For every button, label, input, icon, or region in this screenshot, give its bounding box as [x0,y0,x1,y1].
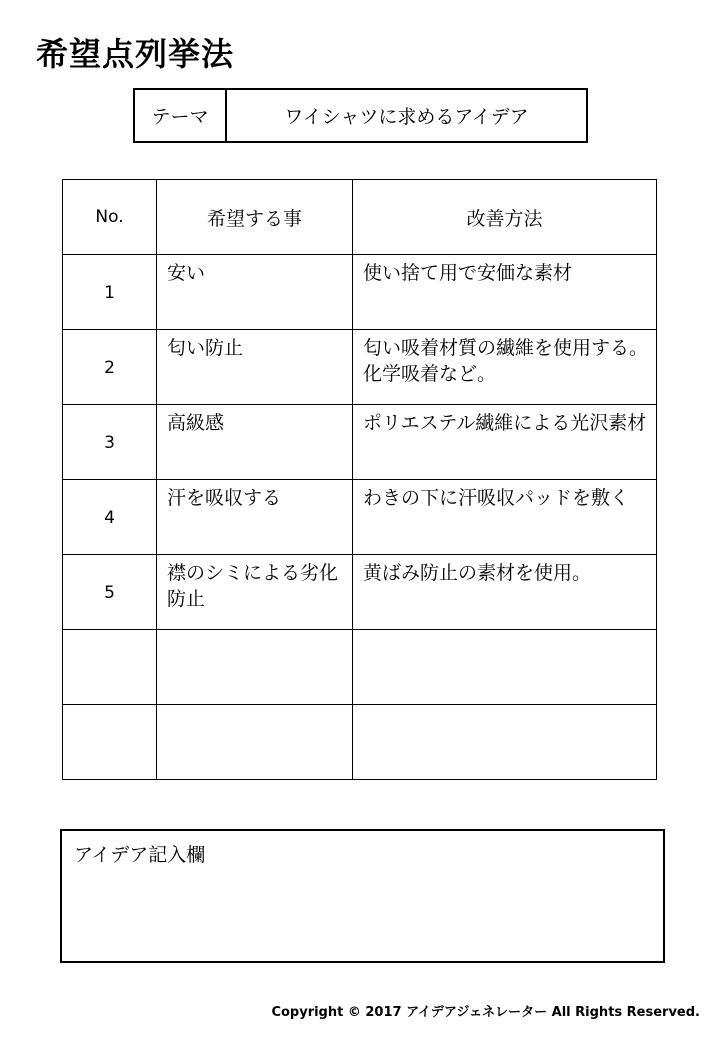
wish-cell[interactable]: 高級感 [157,405,353,480]
wish-cell[interactable] [157,630,353,705]
row-number [63,630,157,705]
copyright-notice: Copyright © 2017 アイデアジェネレーター All Rights Reserved. [271,1005,700,1020]
header-no: No. [63,180,157,255]
method-cell[interactable]: 匂い吸着材質の繊維を使用する。化学吸着など。 [353,330,657,405]
method-cell[interactable] [353,630,657,705]
header-wish: 希望する事 [157,180,353,255]
method-cell[interactable]: 黄ばみ防止の素材を使用。 [353,555,657,630]
table-header-row [63,180,657,255]
method-cell[interactable]: わきの下に汗吸収パッドを敷く [353,480,657,555]
header-method: 改善方法 [353,180,657,255]
row-number: 1 [63,255,157,330]
idea-entry-label: アイデア記入欄 [74,844,206,866]
wish-cell[interactable]: 襟のシミによる劣化防止 [157,555,353,630]
wish-cell[interactable] [157,705,353,780]
theme-label: テーマ [135,90,227,141]
theme-box [133,88,588,143]
row-number: 4 [63,480,157,555]
row-number: 2 [63,330,157,405]
method-cell[interactable]: 使い捨て用で安価な素材 [353,255,657,330]
page-title: 希望点列挙法 [36,35,235,73]
wish-cell[interactable]: 汗を吸収する [157,480,353,555]
wish-cell[interactable]: 匂い防止 [157,330,353,405]
row-number: 3 [63,405,157,480]
table-row [63,630,657,705]
row-number: 5 [63,555,157,630]
row-number [63,705,157,780]
table-row [63,480,657,555]
wish-cell[interactable]: 安い [157,255,353,330]
table-row [63,255,657,330]
table-row [63,705,657,780]
theme-value[interactable]: ワイシャツに求めるアイデア [284,106,529,128]
wish-list-table [62,179,657,780]
table-row [63,555,657,630]
method-cell[interactable] [353,705,657,780]
table-row [63,330,657,405]
method-cell[interactable]: ポリエステル繊維による光沢素材 [353,405,657,480]
idea-entry-box[interactable] [60,829,665,963]
table-row [63,405,657,480]
